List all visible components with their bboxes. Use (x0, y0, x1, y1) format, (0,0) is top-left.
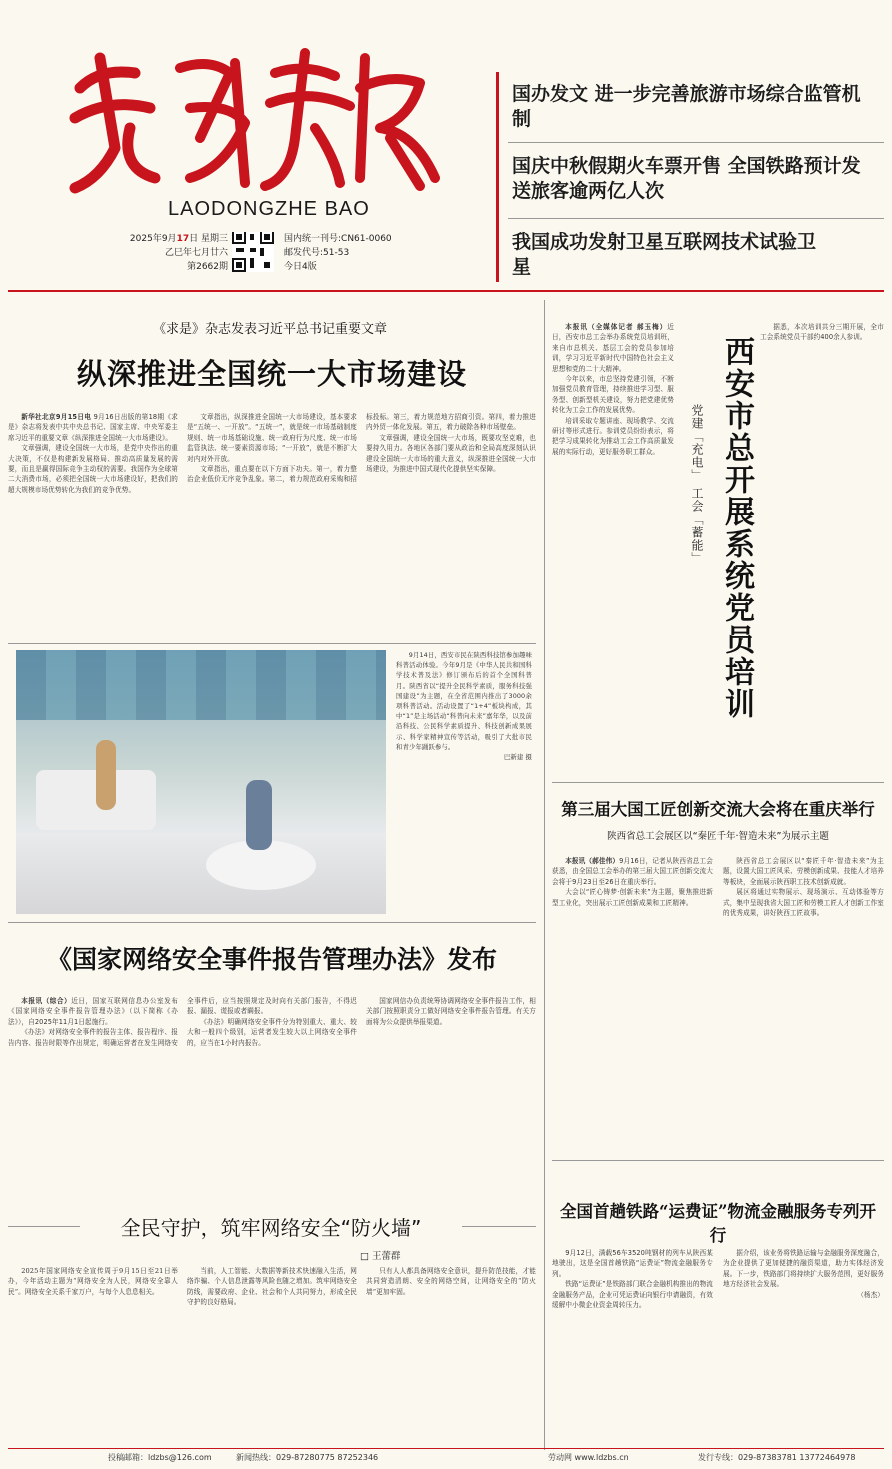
craftsman-subtitle: 陕西省总工会展区以“秦匠千年·智造未来”为展示主题 (607, 831, 829, 842)
rule (552, 782, 884, 783)
cn-number: 国内统一刊号:CN61-0060 (284, 234, 392, 244)
lead-kicker[interactable]: 《求是》杂志发表习近平总书记重要文章 (152, 322, 387, 337)
masthead-info: 2025年9月17日 星期三 乙巳年七月廿六 第2662期 国内统一刊号:CN61-0060 邮发代号:51-53 今日4版 (98, 232, 438, 282)
masthead (0, 0, 892, 290)
top-headline-3[interactable]: 我国成功发射卫星互联网技术试验卫星 (512, 231, 817, 278)
postal-code: 邮发代号:51-53 (284, 248, 350, 258)
training-body-left: 本报讯（全媒体记者 郝玉梅）近日，西安市总工会举办系统党员培训班，来自市总机关、基层工会的党员参加培训，学习习近平新时代中国特色社会主义思想和党的二十大精神。 今年以来，市总坚持党建引领，不断加强党员教育管理，持续推进学习型、服务型、创新型机关建设，努力把党建优势转化为工会工作的发展优势。 培训采取专题讲座、现场教学、交流研讨等形式进行。参训党员纷纷表示，将把学习成果转化为推动工会工作高质量发展的实际行动，更好服务职工群众。 (552, 323, 674, 456)
rule (462, 1226, 536, 1227)
headline-divider (508, 218, 884, 219)
rule (8, 922, 536, 923)
photo-person (96, 740, 116, 810)
railway-body: 9月12日，满载56车3520吨钢材的列车从陕西某地驶出，这是全国首趟铁路“运费证”物流金融服务专列。 铁路“运费证”是铁路部门联合金融机构推出的物流金融服务产品，企业可凭运费证向银行申请融资，有效缓解中小微企业资金周转压力。 据介绍，该业务将铁路运输与金融服务深度融合，为企业提供了更加便捷的融资渠道，助力实体经济发展。下一步，铁路部门将持续扩大服务范围，更好服务地方经济社会发展。 （杨杰） (552, 1249, 884, 1310)
column-divider (544, 300, 545, 1450)
lead-body: 新华社北京9月15日电 9月16日出版的第18期《求是》杂志将发表中共中央总书记、国家主席、中央军委主席习近平的重要文章《纵深推进全国统一大市场建设》。 文章强调，建设全国统一大市场，是党中央作出的重大决策，不仅是构建新发展格局、推动高质量发展的需要，而且是赢得国际竞争主动权的需要。我国作为全球第二大消费市场，必须把全国统一大市场建设好，把我们的超大规模市场优势转化为我们的竞争优势。 文章指出，纵深推进全国统一大市场建设，基本要求是“五统一、一开放”。“五统一”，就是统一市场基础制度规则、统一市场基础设施、统一政府行为尺度、统一市场监管执法、统一要素资源市场；“一开放”，就是不断扩大对内对外开放。 文章指出，重点要在以下方面下功夫。第一，着力整治企业低价无序竞争乱象。第二，着力规范政府采购和招标投标。第三，着力规范地方招商引资。第四，着力推进内外贸一体化发展。第五，着力破除各种市场壁垒。 文章强调，建设全国统一大市场，既要攻坚克难，也要持久用力。各地区各部门要从政治和全局高度深刻认识建设全国统一大市场的重大意义，纵深推进全国统一大市场建设，为推进中国式现代化提供坚实保障。 (8, 413, 536, 494)
masthead-pinyin: LAODONGZHE BAO (168, 198, 370, 220)
rule (8, 643, 536, 644)
top-headline-2[interactable]: 国庆中秋假期火车票开售 全国铁路预计发送旅客逾两亿人次 (512, 155, 861, 202)
commentary-body: 2025年国家网络安全宣传周于9月15日至21日举办，今年活动主题为“网络安全为人民，网络安全靠人民”。网络安全关系千家万户，与每个人息息相关。 当前，人工智能、大数据等新技术快速融入生活，网络诈骗、个人信息泄露等风险也随之增加。筑牢网络安全防线，需要政府、企业、社会和个人共同努力，形成全民守护的良好格局。 只有人人都具备网络安全意识，提升防范技能，才能共同营造清朗、安全的网络空间，让网络安全的“防火墙”更加牢固。 (8, 1267, 536, 1307)
photo-credit: 巴新建 摄 (503, 753, 532, 762)
photo-ceiling (16, 650, 386, 720)
footer-distribution: 发行专线：029-87383781 13772464978 (698, 1453, 856, 1462)
lunar-date: 乙巳年七月廿六 (164, 248, 228, 258)
issue-day: 17 (176, 234, 190, 244)
issue-date: 2025年9月 (129, 234, 177, 244)
footer-website[interactable]: 劳动网 www.ldzbs.cn (548, 1453, 629, 1462)
rule (8, 1226, 80, 1227)
masthead-logo (60, 28, 450, 198)
issue-number: 第2662期 (187, 262, 228, 272)
craftsman-body: 本报讯（郝佳伟）9月16日，记者从陕西省总工会获悉，由全国总工会举办的第三届大国工匠创新交流大会将于9月23日至26日在重庆举行。 大会以“匠心铸梦·创新未来”为主题，聚焦推进新型工业化，突出展示工匠创新成果和工匠精神。 陕西省总工会展区以“秦匠千年·智造未来”为主题，设置大国工匠风采、劳模创新成果、技能人才培养等板块，全面展示陕西职工技术创新成就。 展区将通过实物展示、现场演示、互动体验等方式，集中呈现我省大国工匠和劳模工匠人才创新工作室的优秀成果，讲好陕西工匠故事。 (552, 857, 884, 918)
byline-box-icon: □ (360, 1251, 369, 1262)
top-headline-1[interactable]: 国办发文 进一步完善旅游市场综合监管机制 (512, 83, 861, 130)
weekday: 星期三 (200, 234, 228, 244)
footer (8, 1452, 884, 1466)
photo-caption: 9月14日，西安市民在陕西科技馆参加趣味科普活动体验。今年9月是《中华人民共和国科学技术普及法》修订颁布后的首个全国科普月。陕西省以“提升全民科学素质，服务科技强国建设”为主题，在全省范围内推出了3000余项科普活动。活动设置了“1+4”板块构成，其中“1”是主场活动“科普向未来”嘉年华，以及前沿科技、公民科学素质提升、科技创新成果展示、科学家精神宣传等活动，吸引了大批市民和青少年踊跃参与。 巴新建 摄 (396, 651, 532, 762)
footer-rule (8, 1448, 884, 1449)
training-subtitle: 党建「充电」 工会「蓄能」 (690, 404, 704, 565)
footer-hotline: 新闻热线：029-87280775 87252346 (236, 1453, 379, 1462)
commentary-title[interactable]: 全民守护，筑牢网络安全“防火墙” (120, 1216, 422, 1240)
cyber-title[interactable]: 《国家网络安全事件报告管理办法》发布 (46, 945, 497, 974)
footer-email[interactable]: 投稿邮箱：ldzbs@126.com (108, 1453, 212, 1462)
training-body-right: 据悉，本次培训共分三期开展，全市工会系统党员干部约400余人参训。 (760, 323, 884, 342)
commentary-byline: □ 王蕾群 (360, 1251, 401, 1262)
masthead-divider (496, 72, 499, 282)
lead-dateline: 新华社北京9月15日电 (21, 413, 92, 421)
photo-person (246, 780, 272, 850)
railway-title[interactable]: 全国首趟铁路“运费证”物流金融服务专列开行 (560, 1202, 876, 1245)
craftsman-title[interactable]: 第三届大国工匠创新交流大会将在重庆举行 (561, 800, 875, 819)
qr-code-icon[interactable] (232, 232, 274, 272)
news-photo[interactable] (16, 650, 386, 914)
lead-title[interactable]: 纵深推进全国统一大市场建设 (76, 357, 467, 391)
training-title[interactable]: 西安市总开展系统党员培训 (719, 336, 754, 720)
rule (552, 1160, 884, 1161)
cyber-body: 本报讯（综合）近日，国家互联网信息办公室发布《国家网络安全事件报告管理办法》（以下简称《办法》），自2025年11月1日起施行。 《办法》对网络安全事件的报告主体、报告程序、报告内容、报告时限等作出规定，明确运营者在发生网络安全事件后，应当按照规定及时向有关部门报告，不得迟报、漏报、谎报或者瞒报。 《办法》明确网络安全事件分为特别重大、重大、较大和一般四个级别，运营者发生较大以上网络安全事件的，应当在1小时内报告。 国家网信办负责统筹协调网络安全事件报告工作，相关部门按照职责分工做好网络安全事件报告管理。有关方面将为公众提供举报渠道。 (8, 997, 536, 1047)
page-count: 今日4版 (284, 262, 317, 272)
headline-divider (508, 142, 884, 143)
top-rule (8, 290, 884, 292)
